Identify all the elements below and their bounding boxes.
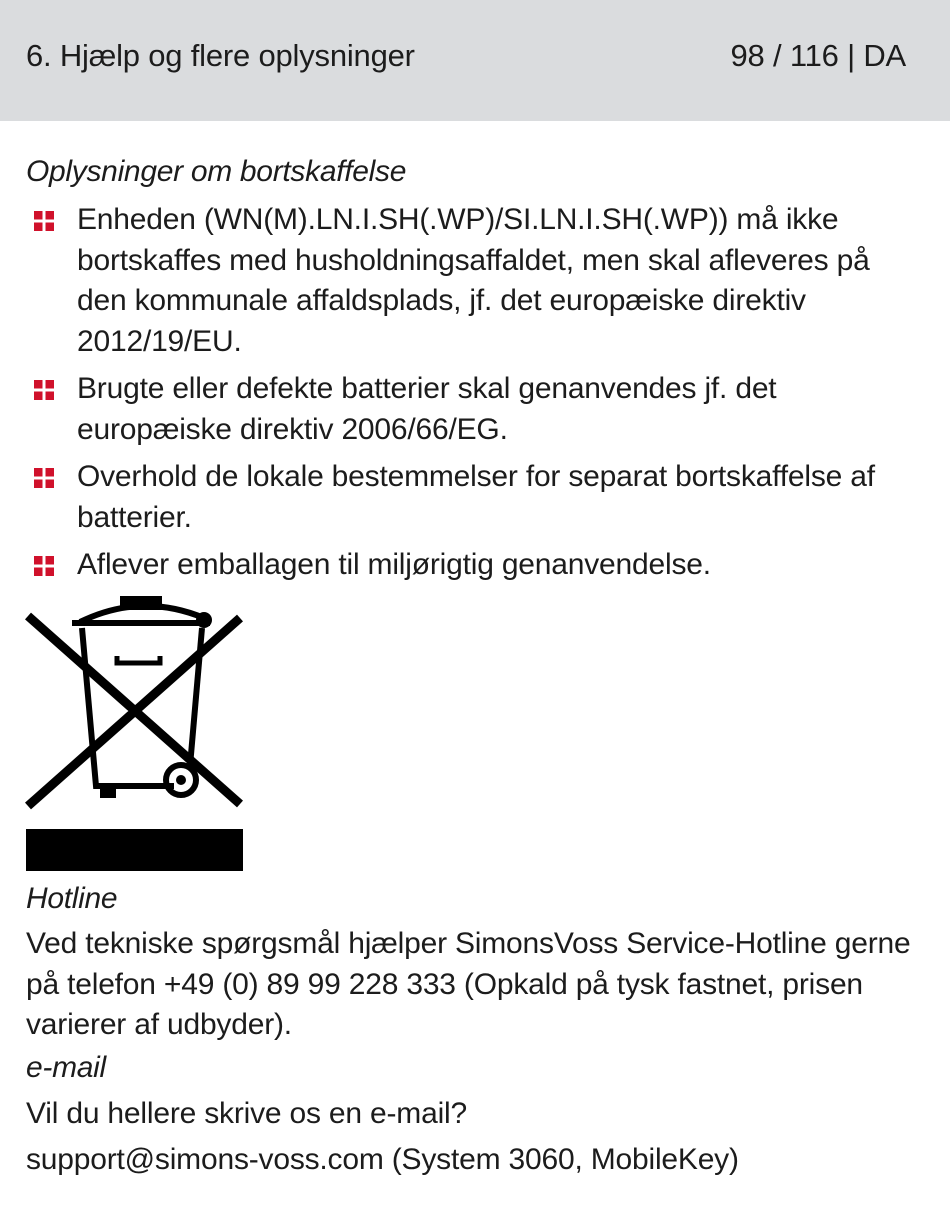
email-heading: e-mail bbox=[26, 1051, 106, 1084]
hotline-heading: Hotline bbox=[26, 882, 118, 915]
email-address: support@simons-voss.com (System 3060, MobileKey) bbox=[26, 1143, 739, 1176]
list-item-text: Brugte eller defekte batterier skal genanvendes jf. det europæiske direktiv 2006/66/EG. bbox=[77, 372, 777, 446]
crossed-out-wheelie-bin-icon bbox=[24, 594, 246, 814]
list-item-text: Enheden (WN(M).LN.I.SH(.WP)/SI.LN.I.SH(.WP)) må ikke bortskaffes med husholdningsaffaldet, men skal afleveres på den kommunale affaldsplads, jf. det europæiske direktiv 2012/19/EU. bbox=[77, 203, 870, 358]
list-item-text: Aflever emballagen til miljørigtig genanvendelse. bbox=[77, 548, 711, 581]
red-square-grid-icon bbox=[34, 211, 54, 231]
list-item bbox=[26, 545, 926, 586]
list-item bbox=[26, 369, 926, 450]
list-item-text: Overhold de lokale bestemmelser for separat bortskaffelse af batterier. bbox=[77, 460, 875, 534]
separate-collection-bar bbox=[26, 829, 243, 871]
list-item bbox=[26, 200, 926, 362]
red-square-grid-icon bbox=[34, 556, 54, 576]
page-header bbox=[0, 0, 950, 121]
disposal-heading: Oplysninger om bortskaffelse bbox=[26, 155, 407, 188]
list-item bbox=[26, 457, 926, 538]
page-number: 98 / 116 | DA bbox=[730, 38, 906, 73]
hotline-text: Ved tekniske spørgsmål hjælper SimonsVoss Service-Hotline gerne på telefon +49 (0) 89 99 228 333 (Opkald på tysk fastnet, prisen varierer af udbyder). bbox=[26, 927, 911, 1041]
red-square-grid-icon bbox=[34, 468, 54, 488]
red-square-grid-icon bbox=[34, 380, 54, 400]
chapter-title: 6. Hjælp og flere oplysninger bbox=[26, 38, 415, 73]
email-text: Vil du hellere skrive os en e-mail? bbox=[26, 1097, 467, 1130]
disposal-list bbox=[26, 200, 926, 593]
